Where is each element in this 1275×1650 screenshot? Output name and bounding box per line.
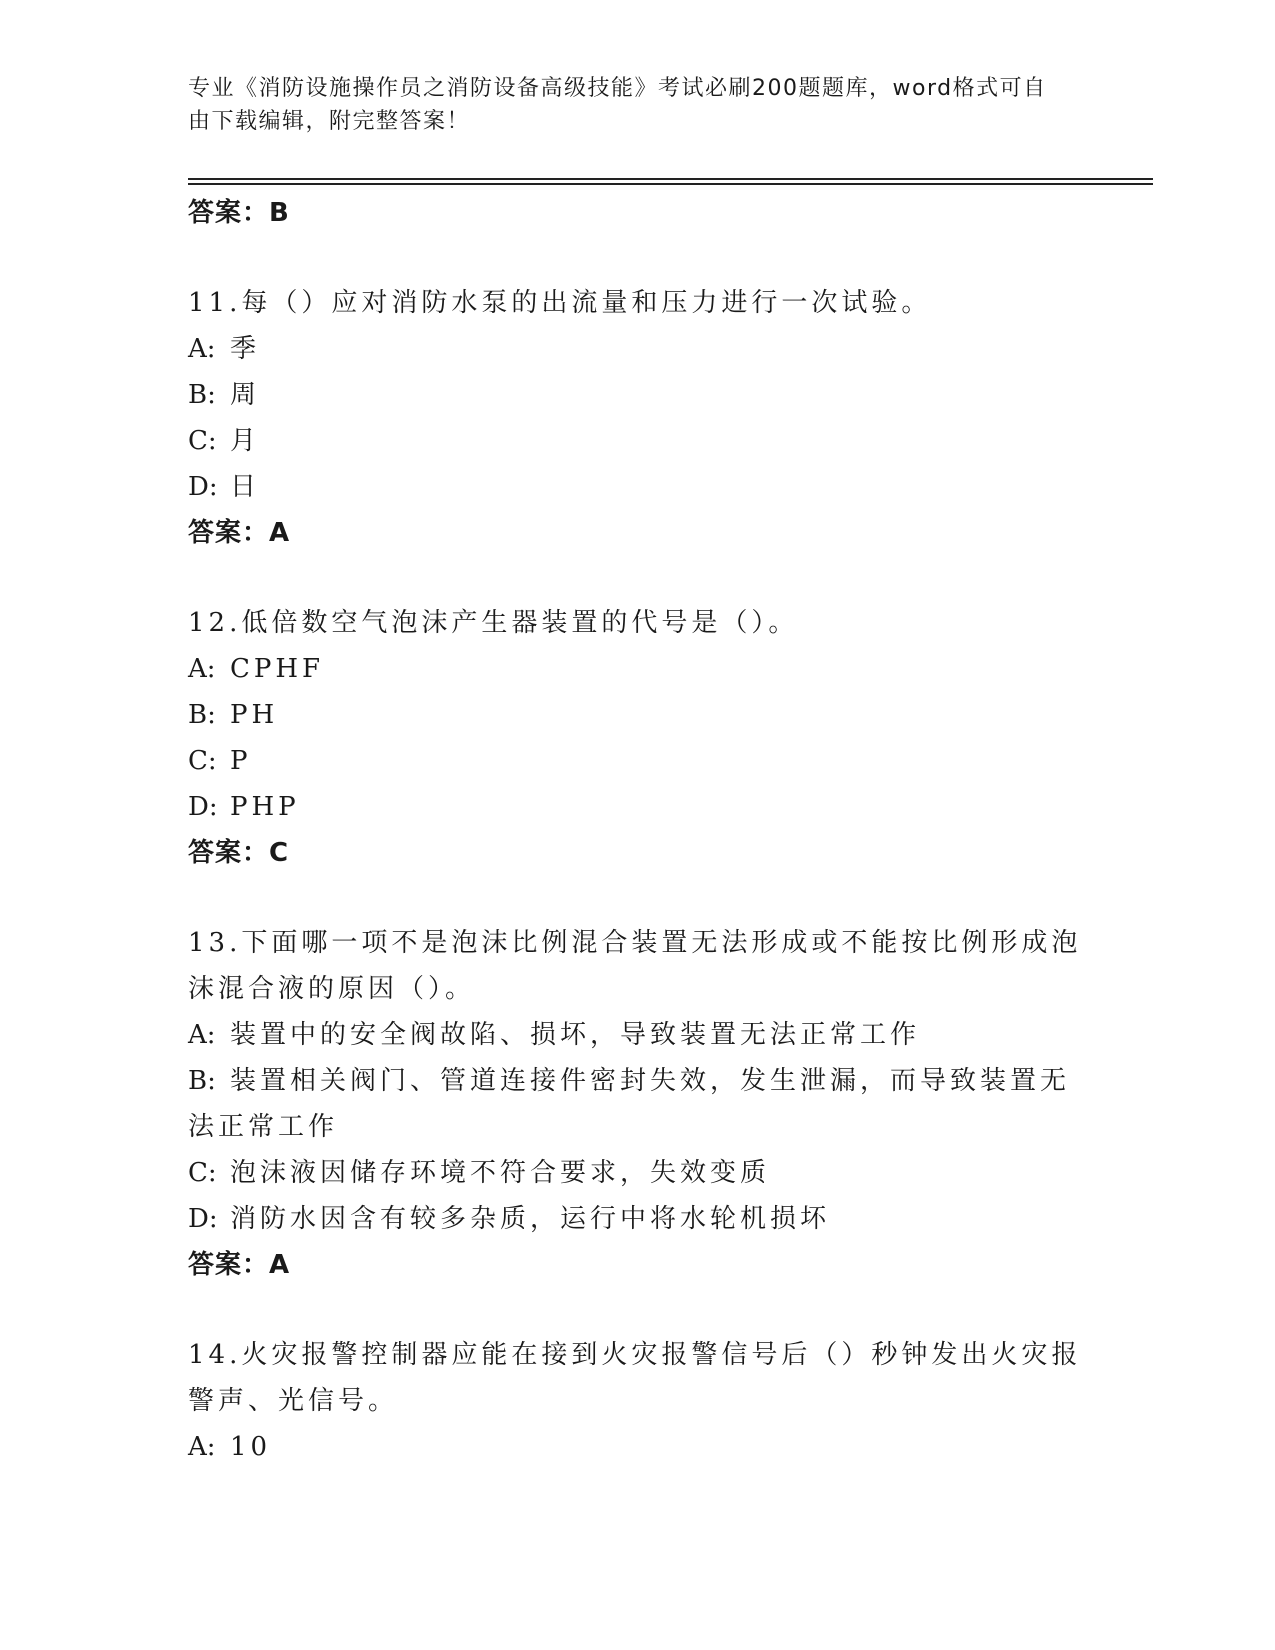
option-label: B: — [188, 700, 216, 730]
answer-label: 答案： — [188, 838, 270, 868]
answer-value: A — [269, 518, 291, 548]
option-label: D: — [188, 472, 218, 502]
answer-line — [188, 1242, 1088, 1288]
option-text: 季 — [230, 334, 261, 364]
option-item — [188, 326, 1088, 372]
option-text: P — [230, 746, 252, 776]
option-text: 10 — [230, 1432, 272, 1462]
answer-value: A — [269, 1250, 291, 1280]
question-number: 14. — [188, 1340, 242, 1370]
option-text: 装置中的安全阀故陷、损坏，导致装置无法正常工作 — [230, 1020, 921, 1050]
option-label: B: — [188, 1066, 216, 1096]
answer-label: 答案： — [188, 198, 270, 228]
question-list — [188, 190, 1088, 1470]
option-label: A: — [188, 1020, 216, 1050]
option-item — [188, 464, 1088, 510]
option-item — [188, 1424, 1088, 1470]
question-block — [188, 1332, 1088, 1470]
option-label: A: — [188, 334, 216, 364]
question-block — [188, 280, 1088, 556]
option-label: C: — [188, 746, 217, 776]
option-label: A: — [188, 1432, 216, 1462]
option-label: C: — [188, 1158, 217, 1188]
answer-line — [188, 510, 1088, 556]
option-item — [188, 1196, 1088, 1242]
option-text: 装置相关阀门、管道连接件密封失效，发生泄漏，而导致装置无法正常工作 — [188, 1066, 1071, 1142]
answer-value: C — [269, 838, 290, 868]
option-item — [188, 1150, 1088, 1196]
option-text: PH — [230, 700, 279, 730]
question-number: 12. — [188, 608, 242, 638]
question-number: 11. — [188, 288, 242, 318]
answer-line — [188, 830, 1088, 876]
option-item — [188, 646, 1088, 692]
option-text: CPHF — [230, 654, 325, 684]
option-label: A: — [188, 654, 216, 684]
option-text: 日 — [230, 472, 261, 502]
option-item — [188, 1058, 1088, 1150]
option-item — [188, 1012, 1088, 1058]
option-label: C: — [188, 426, 217, 456]
option-text: 泡沫液因储存环境不符合要求，失效变质 — [230, 1158, 771, 1188]
answer-label: 答案： — [188, 518, 270, 548]
question-number: 13. — [188, 928, 242, 958]
option-label: D: — [188, 1204, 218, 1234]
question-text: 13.下面哪一项不是泡沫比例混合装置无法形成或不能按比例形成泡沫混合液的原因（）。 — [188, 928, 1082, 1004]
option-text: 周 — [230, 380, 261, 410]
header-divider-bottom — [188, 183, 1153, 185]
option-item — [188, 692, 1088, 738]
question-text: 11.每（）应对消防水泵的出流量和压力进行一次试验。 — [188, 288, 932, 318]
option-text: PHP — [230, 792, 300, 822]
question-block — [188, 600, 1088, 876]
question-text: 12.低倍数空气泡沫产生器装置的代号是（）。 — [188, 608, 799, 638]
option-label: D: — [188, 792, 218, 822]
header-divider-top — [188, 178, 1153, 180]
document-header: 专业《消防设施操作员之消防设备高级技能》考试必刷200题题库，word格式可自由下载编辑，附完整答案！ — [188, 76, 1047, 134]
question-block — [188, 920, 1088, 1288]
option-text: 月 — [230, 426, 261, 456]
answer-label: 答案： — [188, 1250, 270, 1280]
option-label: B: — [188, 380, 216, 410]
option-text: 消防水因含有较多杂质，运行中将水轮机损坏 — [230, 1204, 831, 1234]
option-item — [188, 418, 1088, 464]
option-item — [188, 738, 1088, 784]
answer-value: B — [269, 198, 290, 228]
option-item — [188, 372, 1088, 418]
option-item — [188, 784, 1088, 830]
answer-line — [188, 190, 1088, 236]
question-text: 14.火灾报警控制器应能在接到火灾报警信号后（）秒钟发出火灾报警声、光信号。 — [188, 1340, 1082, 1416]
